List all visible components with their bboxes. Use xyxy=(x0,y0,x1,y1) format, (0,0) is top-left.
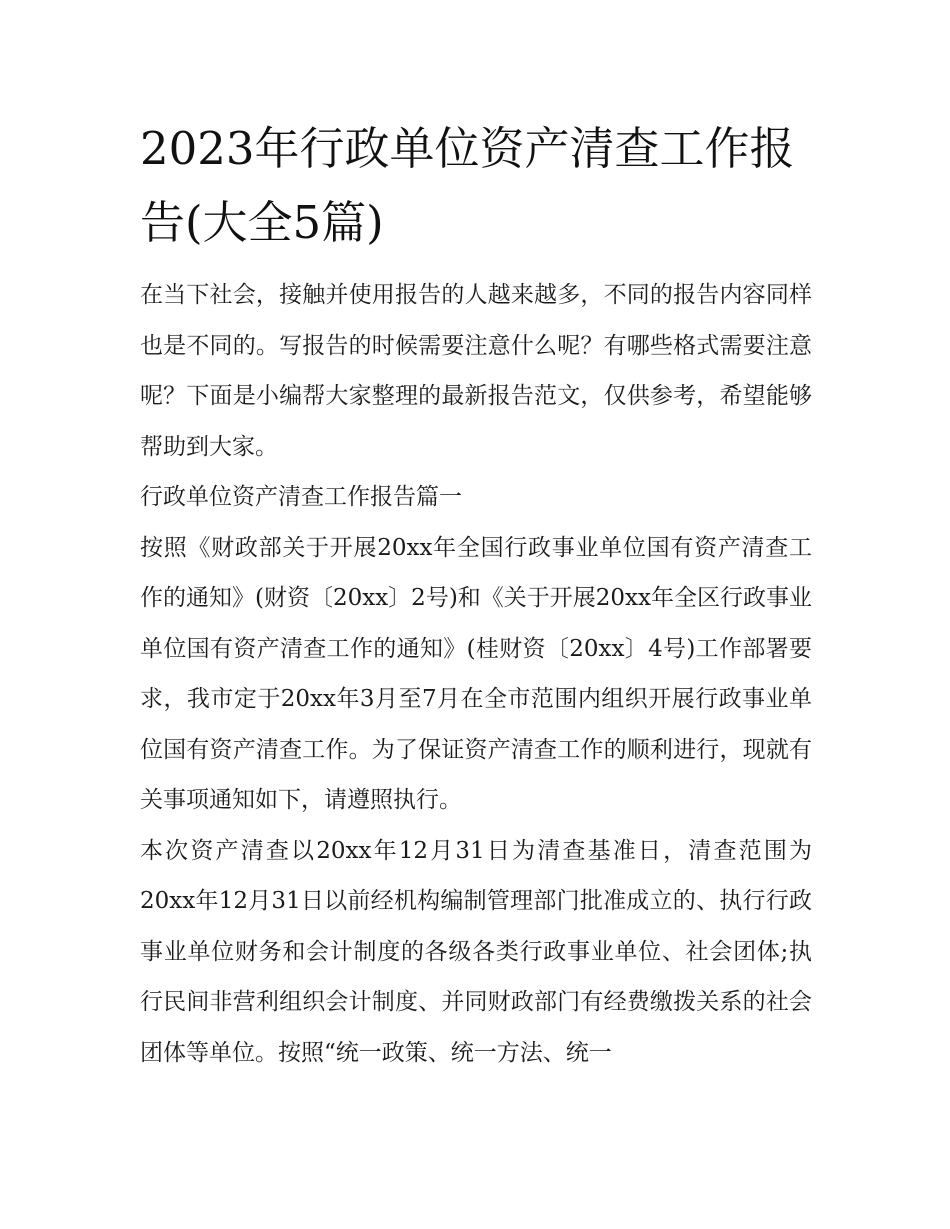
document-title: 2023年行政单位资产清查工作报告(大全5篇) xyxy=(140,122,795,249)
document-body xyxy=(140,112,812,1078)
body-paragraph: 本次资产清查以20xx年12月31日为清查基准日，清查范围为20xx年12月31日以前经机构编制管理部门批准成立的、执行行政事业单位财务和会计制度的各级各类行政事业单位、社会团体;执行民间非营利组织会计制度、并同财政部门有经费缴拨关系的社会团体等单位。按照“统一政策、统一方法、统一 xyxy=(140,837,812,1066)
body-paragraph: 按照《财政部关于开展20xx年全国行政事业单位国有资产清查工作的通知》(财资〔20xx〕2号)和《关于开展20xx年全区行政事业单位国有资产清查工作的通知》(桂财资〔20xx〕4号)工作部署要求，我市定于20xx年3月至7月在全市范围内组织开展行政事业单位国有资产清查工作。为了保证资产清查工作的顺利进行，现就有关事项通知如下，请遵照执行。 xyxy=(140,534,812,813)
section-heading: 行政单位资产清查工作报告篇一 xyxy=(140,484,462,510)
intro-paragraph: 在当下社会，接触并使用报告的人越来越多，不同的报告内容同样也是不同的。写报告的时候需要注意什么呢？有哪些格式需要注意呢？下面是小编帮大家整理的最新报告范文，仅供参考，希望能够帮助到大家。 xyxy=(140,282,812,460)
